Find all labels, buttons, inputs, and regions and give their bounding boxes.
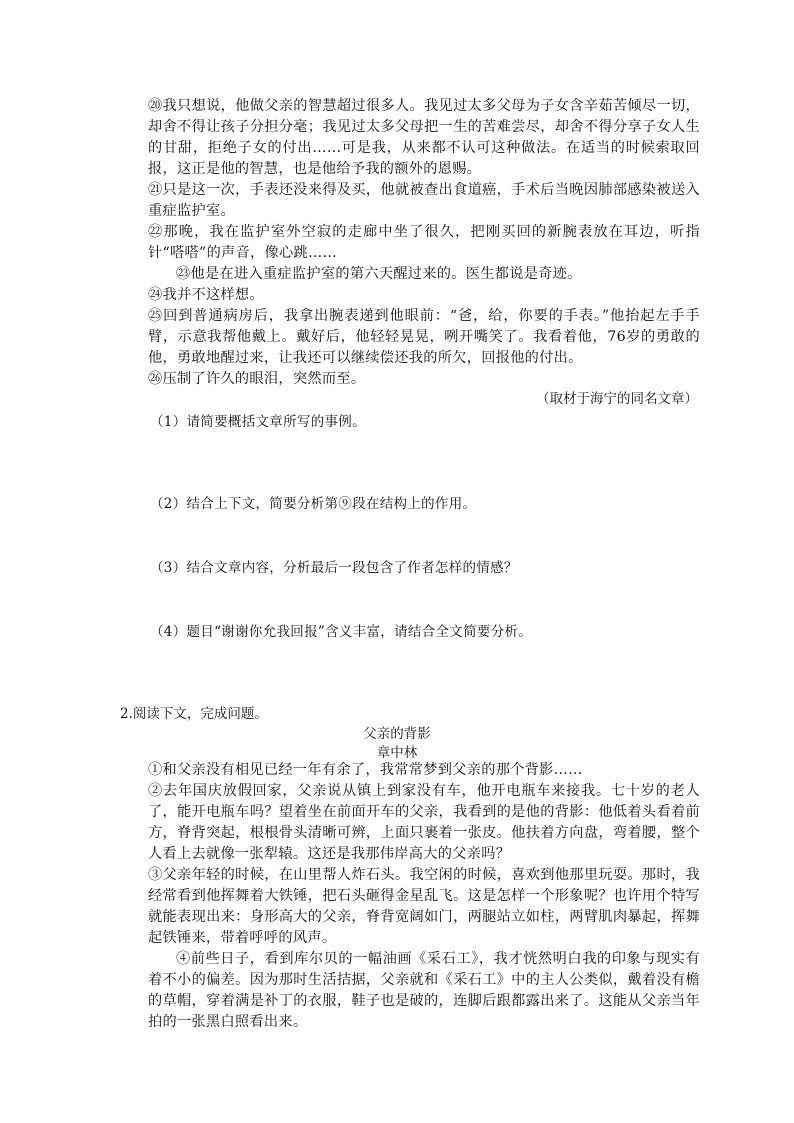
paragraph-20: ⑳我只想说，他做父亲的智慧超过很多人。我见过太多父母为子女含辛茹苦倾尽一切，却舍不得让孩子分担分毫；我见过太多父母把一生的苦难尝尽，却舍不得分享子女人生的甘甜，拒绝子女的付出……可是我，从来都不认可这种做法。在适当的时候索取回报，这正是他的智慧，也是他给予我的额外的恩赐。 (148, 98, 700, 177)
article-paragraph-1: ①和父亲没有相见已经一年有余了，我常常梦到父亲的那个背影…… (148, 762, 583, 778)
article-paragraph-3: ③父亲年轻的时候，在山里帮人炸石头。我空闲的时候，喜欢到他那里玩耍。那时，我经常看到他挥舞着大铁锤，把石头砸得金星乱飞。这是怎样一个形象呢？也许用个特写就能表现出来：身形高大的父亲，脊背宽阔如门，两腿站立如柱，两臂肌肉暴起，挥舞起铁锤来，带着呼呼的风声。 (148, 867, 700, 946)
question-3: （3）结合文章内容，分析最后一段包含了作者怎样的情感？ (150, 560, 518, 576)
article-paragraph-2: ②去年国庆放假回家，父亲说从镇上到家没有车，他开电瓶车来接我。七十岁的老人了，能开电瓶车吗？望着坐在前面开车的父亲，我看到的是他的背影：他低着头看着前方，脊背突起，根根骨头清晰可辨，上面只裹着一张皮。他扶着方向盘，弯着腰，整个人看上去就像一张犁辕。这还是我那伟岸高大的父亲吗？ (148, 783, 700, 862)
question-1: （1）请简要概括文章所写的事例。 (150, 414, 366, 430)
article-paragraph-4: ④前些日子，看到库尔贝的一幅油画《采石工》，我才恍然明白我的印象与现实有着不小的偏差。因为那时生活拮据，父亲就和《采石工》中的主人公类似，戴着没有檐的草帽，穿着满是补丁的衣服，鞋子也是破的，连脚后跟都露出来了。这能从父亲当年拍的一张黑白照看出来。 (148, 951, 700, 1030)
source-note: （取材于海宁的同名文章） (536, 391, 698, 407)
paragraph-23: ㉓他是在进入重症监护室的第六天醒过来的。医生都说是奇迹。 (176, 266, 582, 282)
article-author: 章中林 (376, 745, 418, 761)
paragraph-21: ㉑只是这一次，手表还没来得及买，他就被查出食道癌，手术后当晚因肺部感染被送入重症监护室。 (148, 182, 700, 219)
paragraph-22: ㉒那晚，我在监护室外空寂的走廊中坐了很久，把刚买回的新腕表放在耳边，听指针“嗒嗒”的声音，像心跳…… (148, 224, 700, 261)
question-4: （4）题目“谢谢你允我回报”含义丰富，请结合全文简要分析。 (150, 624, 533, 640)
question-2: （2）结合上下文，简要分析第⑨段在结构上的作用。 (150, 496, 477, 512)
paragraph-25: ㉕回到普通病房后，我拿出腕表递到他眼前：“爸，给，你要的手表。”他抬起左手手臂，示意我帮他戴上。戴好后，他轻轻晃晃，咧开嘴笑了。我看着他，76岁的勇敢的他，勇敢地醒过来，让我还可以继续偿还我的所欠，回报他的付出。 (148, 308, 700, 366)
paragraph-24: ㉔我并不这样想。 (148, 287, 264, 303)
section-heading: 2.阅读下文，完成问题。 (120, 706, 268, 722)
article-title: 父亲的背影 (363, 726, 431, 742)
paragraph-26: ㉖压制了许久的眼泪，突然而至。 (148, 371, 366, 387)
